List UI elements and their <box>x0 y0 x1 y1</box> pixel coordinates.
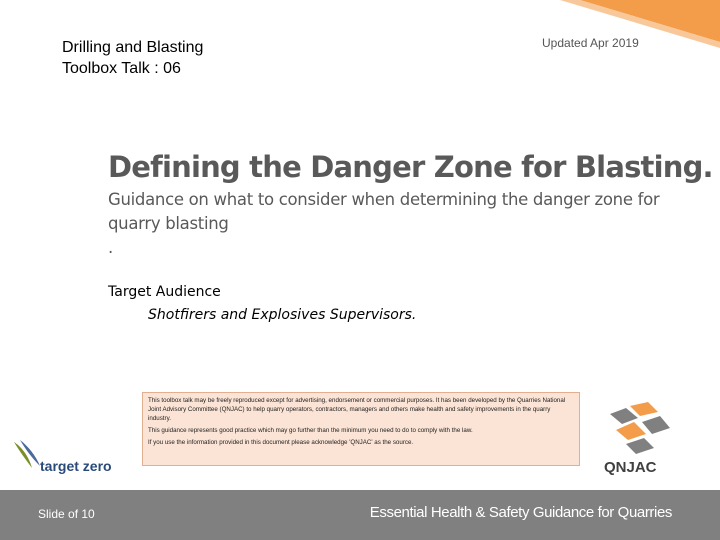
qnjac-shape-5 <box>626 438 654 454</box>
qnjac-logo <box>600 400 678 478</box>
footer-bar <box>0 490 720 540</box>
subtitle <box>108 188 708 260</box>
subtitle-line-2: quarry blasting <box>108 214 229 233</box>
target-zero-text: target zero <box>40 458 112 474</box>
disclaimer-box <box>142 392 580 466</box>
disclaimer-paragraph-3: If you use the information provided in this document please acknowledge 'QNJAC' as the source. <box>148 439 414 446</box>
slide-number: Slide of 10 <box>38 507 95 521</box>
disclaimer-paragraph-1: This toolbox talk may be freely reproduced except for advertising, endorsement or commercial purposes. It has been developed by the Quarries National Joint Advisory Committee (QNJAC) to help quarry operators, contractors, managers and others make health and safety improvements in the quarry industry. <box>148 397 566 422</box>
updated-date: Updated Apr 2019 <box>542 36 639 50</box>
page-title: Defining the Danger Zone for Blasting. <box>108 150 713 184</box>
qnjac-shape-1 <box>610 408 638 424</box>
footer-tagline: Essential Health & Safety Guidance for Quarries <box>369 504 672 521</box>
target-audience-text: Shotfirers and Explosives Supervisors. <box>148 307 417 323</box>
qnjac-shape-3 <box>616 422 646 440</box>
qnjac-shape-2 <box>630 402 658 416</box>
qnjac-text: QNJAC <box>604 459 657 476</box>
leaf-icon <box>14 442 32 468</box>
target-zero-logo <box>10 438 120 478</box>
title-line-2: Toolbox Talk : 06 <box>62 60 181 77</box>
toolbox-talk-title <box>62 37 203 79</box>
disclaimer-paragraph-2: This guidance represents good practice which may go further than the minimum you need to do to comply with the law. <box>148 427 473 434</box>
subtitle-line-3: . <box>108 238 113 257</box>
target-audience-label: Target Audience <box>108 284 221 300</box>
subtitle-line-1: Guidance on what to consider when determining the danger zone for <box>108 190 660 209</box>
qnjac-shape-4 <box>642 416 670 434</box>
title-line-1: Drilling and Blasting <box>62 39 204 56</box>
